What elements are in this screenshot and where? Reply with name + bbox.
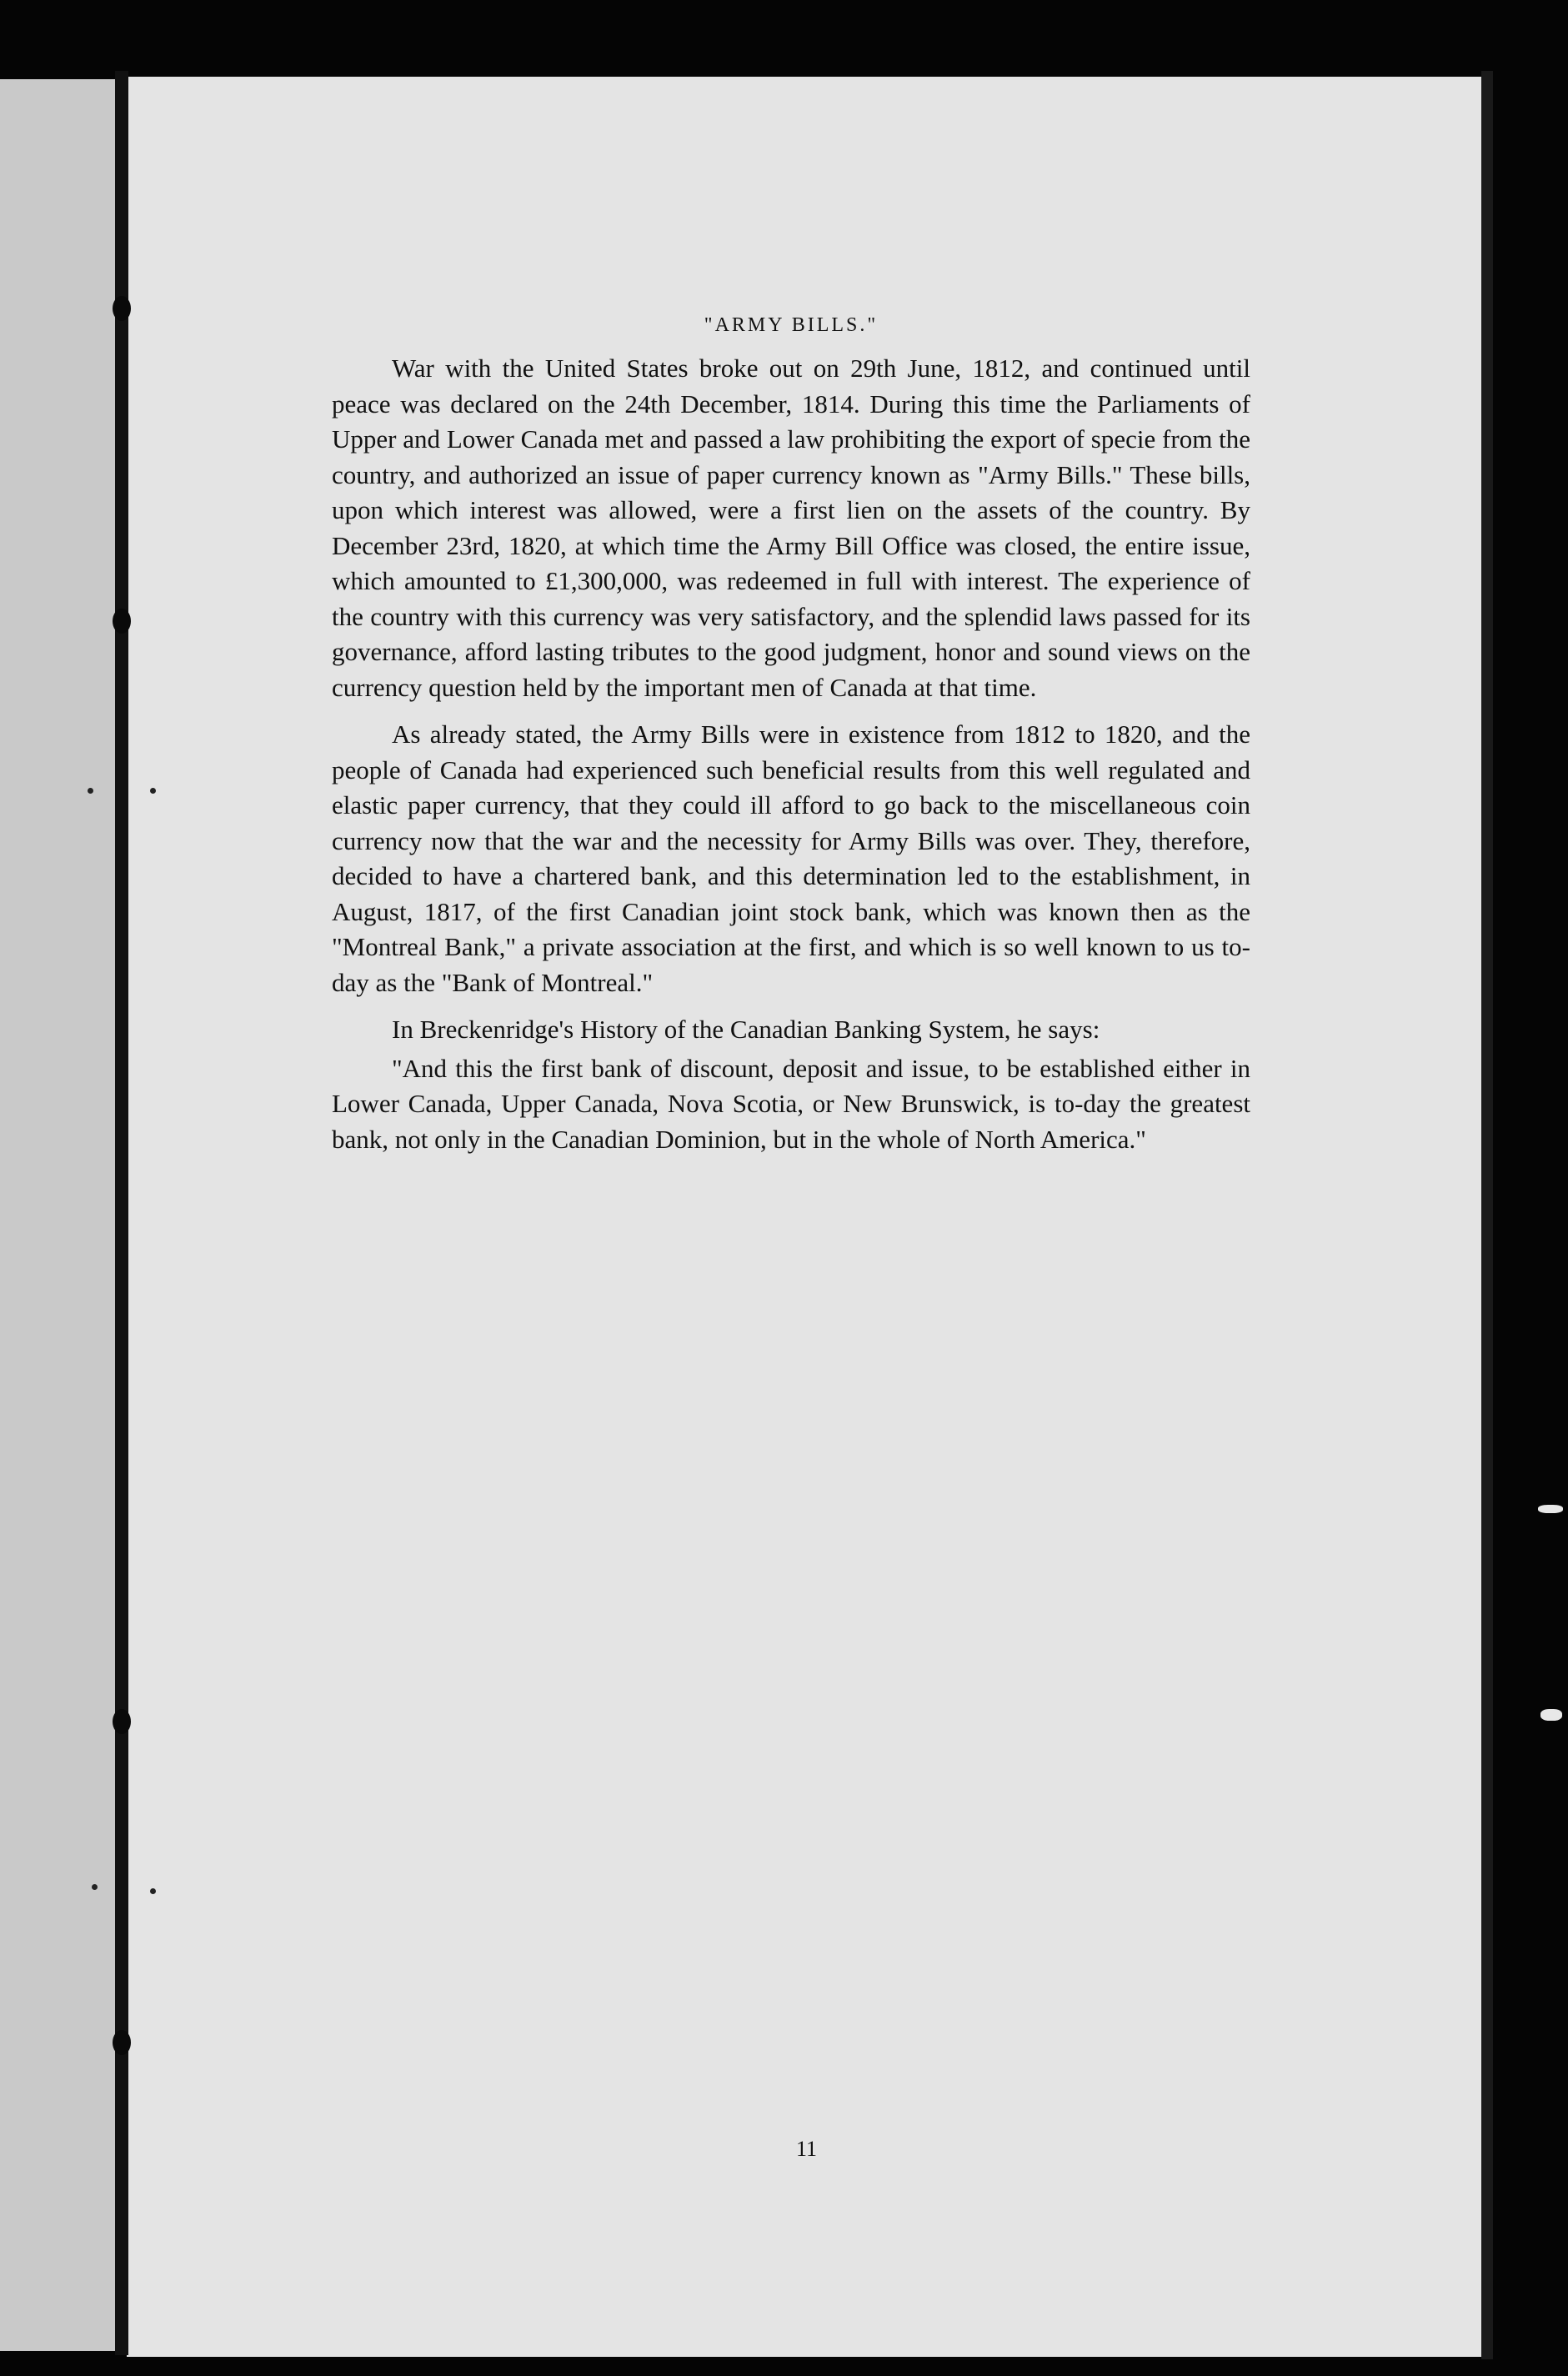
spine-mark xyxy=(113,2030,131,2055)
edge-speck xyxy=(1538,1505,1563,1513)
spine-mark xyxy=(113,609,131,634)
margin-speck xyxy=(88,788,93,794)
page-heading: "ARMY BILLS." xyxy=(704,314,879,336)
paragraph: War with the United States broke out on 29th June, 1812, and continued until peace was declared on the 24th December, 1814. During this time the Parliaments of Upper and Lower Canada met and passed a law prohibiting the export of specie from the country, and authorized an issue of paper currency known as "Army Bills." These bills, upon which interest was allowed, were a first lien on the assets of the country. By December 23rd, 1820, at which time the Army Bill Office was closed, the entire issue, which amounted to £1,300,000, was redeemed in full with interest. The experience of the country with this currency was very satisfactory, and the splendid laws passed for its governance, afford lasting tributes to the good judgment, honor and sound views on the currency question held by the important men of Canada at that time. xyxy=(332,353,1250,702)
edge-speck xyxy=(1540,1709,1562,1721)
spine-mark xyxy=(113,296,131,321)
quotation-paragraph: "And this the first bank of discount, deposit and issue, to be established either in Lower Canada, Upper Canada, Nova Scotia, or New Brunswick, is to-day the greatest bank, not only in the Canadian Dominion, but in the whole of North America." xyxy=(332,1053,1250,1154)
page-number: 11 xyxy=(796,2137,818,2161)
margin-speck xyxy=(150,1888,156,1894)
page-text xyxy=(332,313,1250,1169)
page-right-edge xyxy=(1481,71,1493,2359)
facing-page-edge xyxy=(0,79,125,2351)
paragraph: As already stated, the Army Bills were in existence from 1812 to 1820, and the people of Canada had experienced such beneficial results from this well regulated and elastic paper currency, that they could ill afford to go back to the miscellaneous coin currency now that the war and the necessity for Army Bills was over. They, therefore, decided to have a chartered bank, and this determination led to the establishment, in August, 1817, of the first Canadian joint stock bank, which was known then as the "Montreal Bank," a private association at the first, and which is so well known to us to-day as the "Bank of Montreal." xyxy=(332,719,1250,997)
spine-mark xyxy=(113,1709,131,1734)
binding-spine xyxy=(115,71,128,2355)
margin-speck xyxy=(92,1884,98,1890)
paragraph: In Breckenridge's History of the Canadian Banking System, he says: xyxy=(392,1015,1100,1044)
margin-speck xyxy=(150,788,156,794)
